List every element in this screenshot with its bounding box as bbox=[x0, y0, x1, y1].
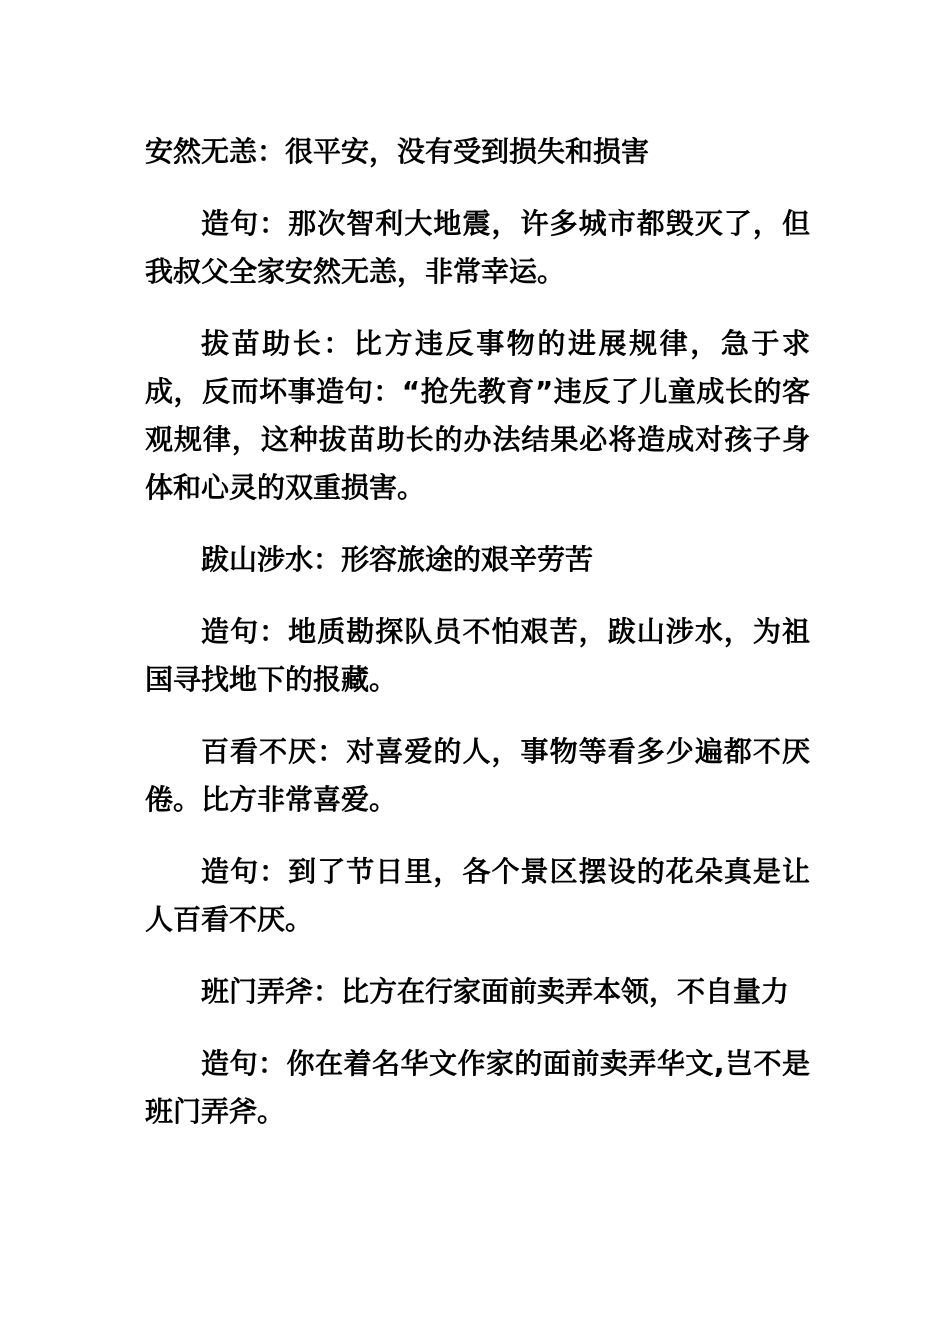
paragraph-idiom-baikanbuyan: 百看不厌：对喜爱的人，事物等看多少遍都不厌倦。比方非常喜爱。 bbox=[145, 735, 810, 816]
paragraph-example-sentence: 造句：地质勘探队员不怕艰苦，跋山涉水，为祖国寻找地下的报藏。 bbox=[145, 615, 810, 696]
document-body bbox=[145, 128, 810, 1160]
paragraph-idiom-bashansheshui: 跋山涉水：形容旅途的艰辛劳苦 bbox=[201, 543, 594, 576]
paragraph-idiom-bamiaozhuzhang: 拔苗助长：比方违反事物的进展规律，急于求成，反而坏事造句：“抢先教育”违反了儿童成长的客观规律，这种拔苗助长的办法结果必将造成对孩子身体和心灵的双重损害。 bbox=[145, 327, 810, 504]
paragraph-idiom-banmennongfu: 班门弄斧：比方在行家面前卖弄本领，不自量力 bbox=[201, 975, 790, 1008]
paragraph-example-sentence: 造句：那次智利大地震，许多城市都毁灭了，但我叔父全家安然无恙，非常幸运。 bbox=[145, 207, 810, 288]
paragraph-idiom-anranwuyang: 安然无恙：很平安，没有受到损失和损害 bbox=[145, 135, 650, 168]
paragraph-example-sentence: 造句：到了节日里，各个景区摆设的花朵真是让人百看不厌。 bbox=[145, 855, 810, 936]
paragraph-example-sentence: 造句：你在着名华文作家的面前卖弄华文,岂不是班门弄斧。 bbox=[145, 1047, 810, 1128]
